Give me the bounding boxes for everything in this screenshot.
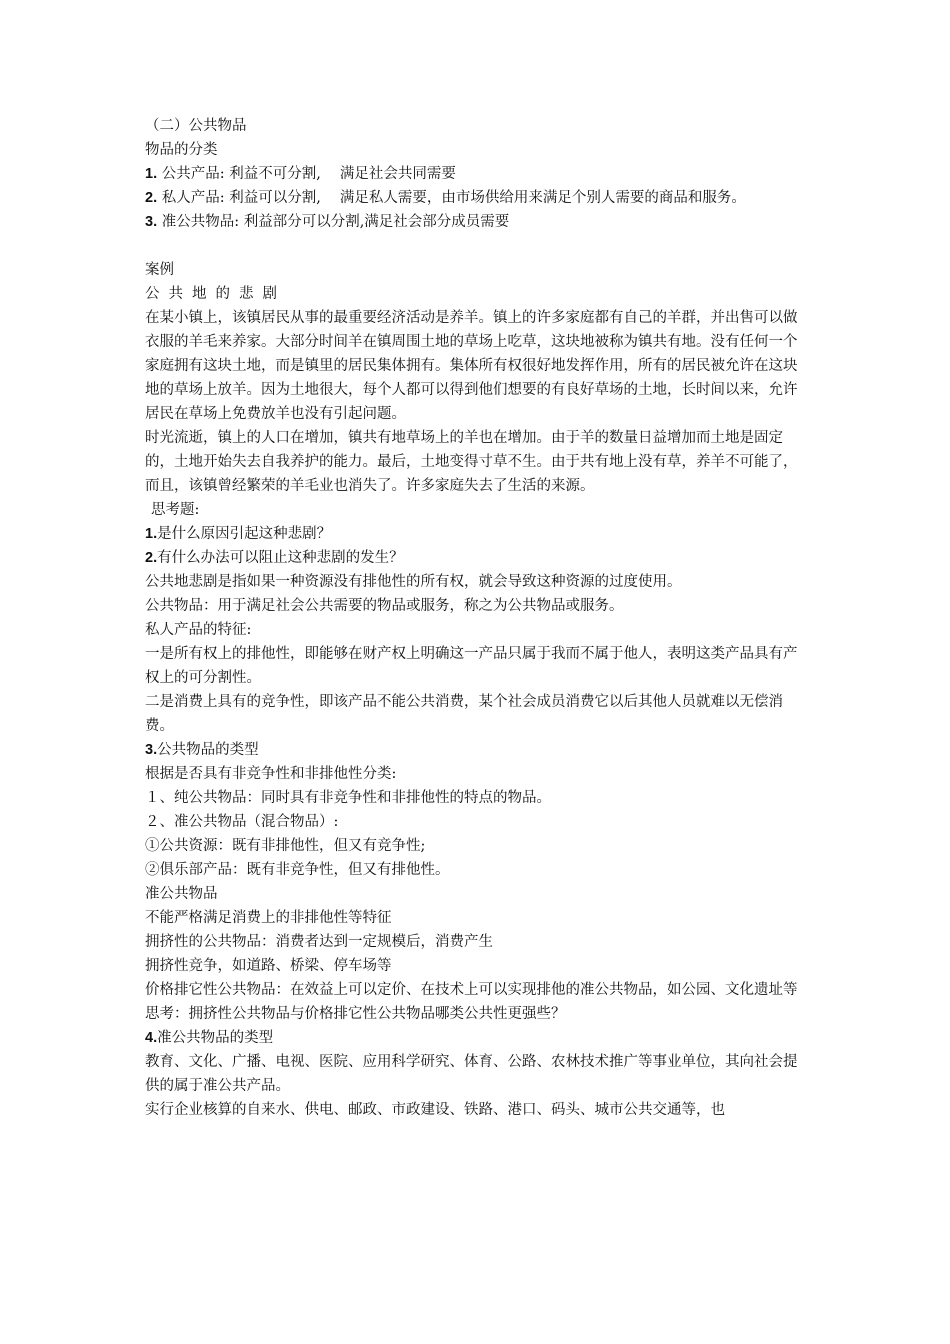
case-label: 案例 <box>145 262 174 278</box>
definition-tragedy: 公共地悲剧是指如果一种资源没有排他性的所有权，就会导致这种资源的过度使用。 <box>145 574 682 590</box>
type-item: ２、准公共物品（混合物品）: <box>145 814 339 830</box>
question-text: 有什么办法可以阻止这种悲剧的发生？ <box>157 550 404 566</box>
item-number: 2. <box>145 190 158 206</box>
question-number: 2. <box>145 550 158 566</box>
quasi-types-heading-line <box>145 1026 810 1050</box>
classification-heading: 物品的分类 <box>145 142 218 158</box>
private-features-heading: 私人产品的特征: <box>145 622 252 638</box>
quasi-line: 价格排它性公共物品：在效益上可以定价、在技术上可以实现排他的准公共物品，如公园、文化遗址等 <box>145 982 798 998</box>
private-feature: 二是消费上具有的竞争性，即该产品不能公共消费，某个社会成员消费它以后其他人员就难以无偿消费。 <box>145 694 783 734</box>
question-item <box>145 546 810 570</box>
item-text: 公共产品: 利益不可分割, 满足社会共同需要 <box>157 166 456 182</box>
type-subitem: ①公共资源：既有非排他性，但又有竞争性; <box>145 838 426 854</box>
questions-label: 思考题: <box>151 502 200 518</box>
item-number: 3. <box>145 214 158 230</box>
type-subitem: ②俱乐部产品：既有非竞争性，但又有排他性。 <box>145 862 450 878</box>
item-text: 准公共物品: 利益部分可以分割,满足社会部分成员需要 <box>157 214 510 230</box>
section-heading: （二）公共物品 <box>145 118 247 134</box>
document-body <box>145 114 810 1122</box>
blank-line <box>145 234 810 258</box>
type-item: １、纯公共物品：同时具有非竞争性和非排他性的特点的物品。 <box>145 790 551 806</box>
classification-item <box>145 210 810 234</box>
private-feature: 一是所有权上的排他性，即能够在财产权上明确这一产品只属于我而不属于他人，表明这类产品具有产权上的可分割性。 <box>145 646 798 686</box>
types-heading: 公共物品的类型 <box>157 742 259 758</box>
question-text: 是什么原因引起这种悲剧？ <box>157 526 332 542</box>
classification-item <box>145 162 810 186</box>
quasi-line: 拥挤性竞争，如道路、桥梁、停车场等 <box>145 958 392 974</box>
item-text: 私人产品: 利益可以分割, 满足私人需要，由市场供给用来满足个别人需要的商品和服务。 <box>157 190 746 206</box>
definition-public-goods: 公共物品：用于满足社会公共需要的物品或服务，称之为公共物品或服务。 <box>145 598 624 614</box>
case-paragraph: 时光流逝，镇上的人口在增加，镇共有地草场上的羊也在增加。由于羊的数量日益增加而土地是固定的，土地开始失去自我养护的能力。最后，土地变得寸草不生。由于共有地上没有草，养羊不可能了，而且，该镇曾经繁荣的羊毛业也消失了。许多家庭失去了生活的来源。 <box>145 430 798 494</box>
case-paragraph: 在某小镇上，该镇居民从事的最重要经济活动是养羊。镇上的许多家庭都有自己的羊群，并出售可以做衣服的羊毛来养家。大部分时间羊在镇周围土地的草场上吃草，这块地被称为镇共有地。没有任何一个家庭拥有这块土地，而是镇里的居民集体拥有。集体所有权很好地发挥作用，所有的居民被允许在这块地的草场上放羊。因为土地很大，每个人都可以得到他们想要的有良好草场的土地，长时间以来，允许居民在草场上免费放羊也没有引起问题。 <box>145 310 798 422</box>
quasi-line: 拥挤性的公共物品：消费者达到一定规模后，消费产生 <box>145 934 493 950</box>
section-number: 4. <box>145 1030 158 1046</box>
quasi-types-paragraph: 实行企业核算的自来水、供电、邮政、市政建设、铁路、港口、码头、城市公共交通等，也 <box>145 1102 725 1118</box>
question-number: 1. <box>145 526 158 542</box>
types-heading-line <box>145 738 810 762</box>
classification-item <box>145 186 810 210</box>
item-number: 1. <box>145 166 158 182</box>
quasi-types-heading: 准公共物品的类型 <box>157 1030 274 1046</box>
question-item <box>145 522 810 546</box>
quasi-types-paragraph: 教育、文化、广播、电视、医院、应用科学研究、体育、公路、农林技术推广等事业单位，其向社会提供的属于准公共产品。 <box>145 1054 798 1094</box>
section-number: 3. <box>145 742 158 758</box>
quasi-question: 思考：拥挤性公共物品与价格排它性公共物品哪类公共性更强些？ <box>145 1006 566 1022</box>
types-basis: 根据是否具有非竞争性和非排他性分类: <box>145 766 397 782</box>
quasi-heading: 准公共物品 <box>145 886 218 902</box>
quasi-line: 不能严格满足消费上的非排他性等特征 <box>145 910 392 926</box>
case-title: 公共地的悲剧 <box>145 286 286 302</box>
